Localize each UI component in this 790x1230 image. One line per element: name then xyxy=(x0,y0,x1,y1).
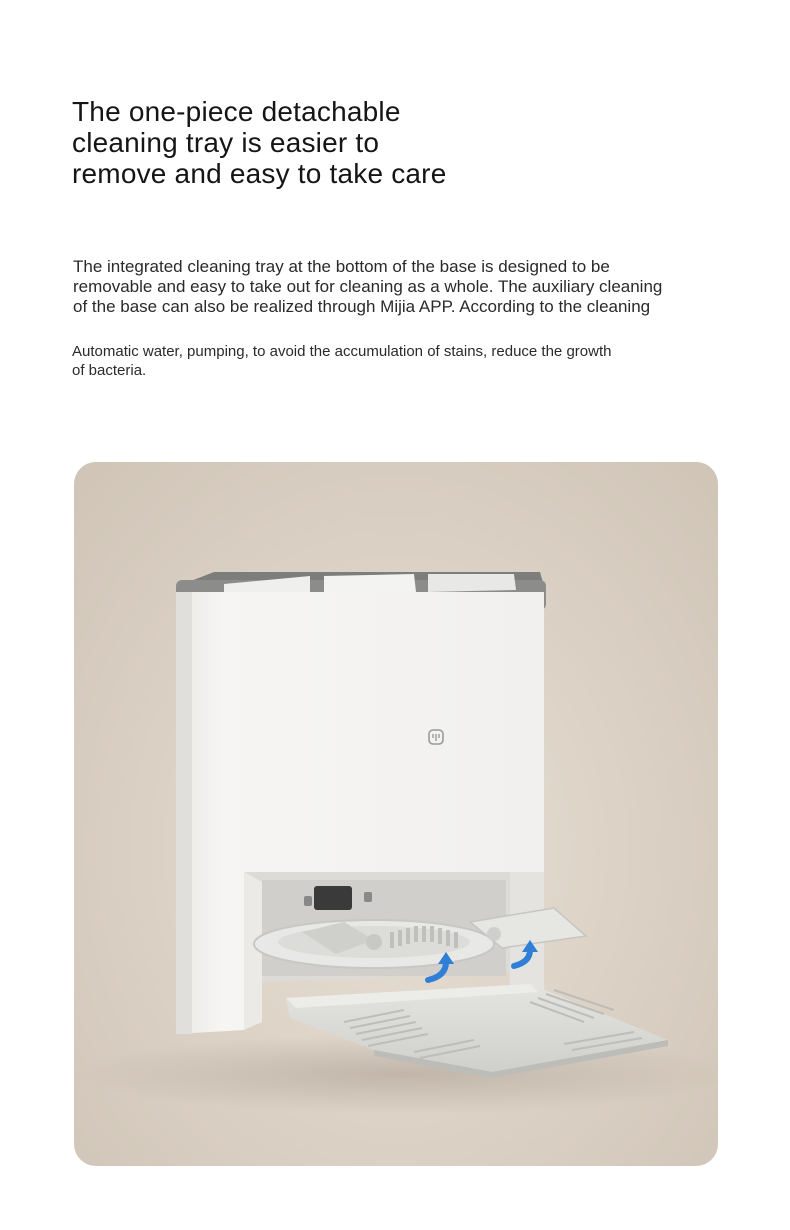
headline-line-2: cleaning tray is easier to xyxy=(72,127,380,158)
description-line-2: removable and easy to take out for cleaning as a whole. The auxiliary cleaning xyxy=(73,277,663,296)
description-paragraph xyxy=(73,257,733,317)
product-photo xyxy=(74,462,718,1166)
cleaning-station-illustration xyxy=(74,462,718,1166)
feature-note xyxy=(72,342,732,380)
headline xyxy=(72,96,492,189)
feature-note-line-2: of bacteria. xyxy=(72,362,147,379)
headline-line-1: The one-piece detachable xyxy=(72,96,401,127)
description-line-3: of the base can also be realized through Mijia APP. According to the cleaning xyxy=(73,297,651,316)
description-line-1: The integrated cleaning tray at the bottom of the base is designed to be xyxy=(73,257,610,276)
headline-line-3: remove and easy to take care xyxy=(72,158,447,189)
feature-note-line-1: Automatic water, pumping, to avoid the accumulation of stains, reduce the growth xyxy=(72,343,612,360)
